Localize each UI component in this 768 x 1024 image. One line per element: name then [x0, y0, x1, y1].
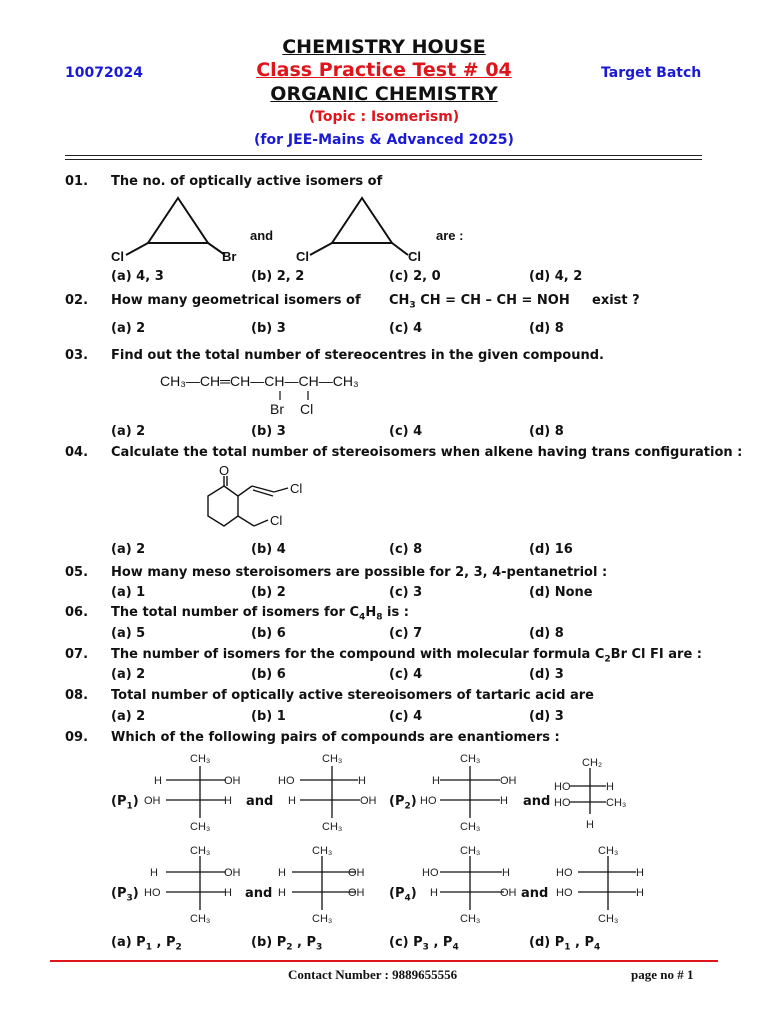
page-title: CHEMISTRY HOUSE	[282, 36, 486, 58]
fischer-label: HO	[554, 781, 571, 793]
option-c[interactable]: (c) 3	[389, 585, 423, 600]
option-d[interactable]: (d) 3	[529, 709, 564, 724]
option-d[interactable]: (d) None	[529, 585, 593, 600]
fischer-label: H	[278, 867, 286, 879]
option-a[interactable]: (a) 4, 3	[111, 269, 164, 284]
option-a[interactable]: (a) $P_1$ , $P_2$	[111, 935, 182, 953]
option-b[interactable]: (b) 6	[251, 667, 286, 682]
fischer-label: HO	[556, 887, 573, 899]
fischer-projections	[100, 748, 660, 930]
substituent-br: Br	[270, 401, 284, 417]
fig-label: Cl	[296, 249, 309, 264]
fischer-label: CH₃	[460, 845, 481, 857]
option-a[interactable]: (a) 1	[111, 585, 146, 600]
option-c[interactable]: (c) 4	[389, 424, 423, 439]
fischer-label: CH₃	[312, 913, 333, 925]
formula: $CH_3$ CH = CH – CH = NOH	[389, 293, 570, 311]
fischer-label: CH₃	[598, 913, 619, 925]
option-a[interactable]: (a) 2	[111, 667, 146, 682]
subject-heading: ORGANIC CHEMISTRY	[270, 83, 498, 105]
fischer-label: H	[288, 795, 296, 807]
option-d[interactable]: (d) $P_1$ , $P_4$	[529, 935, 601, 953]
option-c[interactable]: (c) 4	[389, 321, 423, 336]
fischer-label: CH₃	[190, 913, 211, 925]
fig-label: Br	[222, 249, 237, 264]
fischer-label: CH₃	[322, 821, 343, 833]
fischer-label: HO	[422, 867, 439, 879]
fischer-label: OH	[500, 775, 517, 787]
page-number: page no # 1	[631, 967, 694, 982]
question-text: The total number of isomers for $C_4H_8$ is :	[111, 605, 409, 623]
fischer-label: HO	[556, 867, 573, 879]
fischer-label: HO	[554, 797, 571, 809]
option-a[interactable]: (a) 2	[111, 542, 146, 557]
cyclohexanone-figure	[190, 464, 330, 542]
option-d[interactable]: (d) 8	[529, 424, 564, 439]
fischer-label: HO	[144, 887, 161, 899]
and-text: and	[523, 794, 551, 809]
option-b[interactable]: (b) 4	[251, 542, 286, 557]
footer-divider	[50, 960, 718, 962]
cl-label: Cl	[270, 513, 283, 528]
question-text: How many geometrical isomers of	[111, 293, 361, 308]
option-b[interactable]: (b) 2	[251, 585, 286, 600]
option-b[interactable]: (b) 1	[251, 709, 286, 724]
option-d[interactable]: (d) 3	[529, 667, 564, 682]
fischer-label: OH	[348, 867, 365, 879]
fischer-label: CH₃	[606, 797, 627, 809]
contact-number: Contact Number : 9889655556	[288, 967, 458, 982]
topic-line: (Topic : Isomerism)	[308, 109, 460, 125]
fischer-label: HO	[420, 795, 437, 807]
exam-line: (for JEE-Mains & Advanced 2025)	[254, 132, 514, 148]
option-c[interactable]: (c) 4	[389, 709, 423, 724]
fischer-label: CH₃	[460, 753, 481, 765]
question-number: 05.	[65, 565, 89, 580]
option-a[interactable]: (a) 2	[111, 321, 146, 336]
and-text: and	[521, 886, 549, 901]
fischer-label: H	[500, 795, 508, 807]
fischer-label: OH	[348, 887, 365, 899]
option-b[interactable]: (b) 2, 2	[251, 269, 305, 284]
option-a[interactable]: (a) 5	[111, 626, 146, 641]
and-text: and	[250, 228, 274, 243]
fig-label: Cl	[111, 249, 124, 264]
fischer-label: OH	[224, 775, 241, 787]
question-number: 08.	[65, 688, 89, 703]
question-text: Total number of optically active stereoisomers of tartaric acid are	[111, 688, 594, 703]
option-b[interactable]: (b) 3	[251, 321, 286, 336]
cyclopropane-figures	[108, 193, 488, 265]
question-number: 01.	[65, 174, 89, 189]
fig-label: Cl	[408, 249, 421, 264]
batch-label: Target Batch	[601, 65, 702, 81]
question-text: How many meso steroisomers are possible for 2, 3, 4-pentanetriol :	[111, 565, 608, 580]
fischer-label: CH₂	[582, 757, 603, 769]
option-d[interactable]: (d) 8	[529, 321, 564, 336]
fischer-label: H	[636, 887, 644, 899]
fischer-label: H	[224, 887, 232, 899]
fischer-label: CH₃	[460, 821, 481, 833]
test-code: 10072024	[65, 65, 143, 81]
fischer-label: H	[150, 867, 158, 879]
question-number: 02.	[65, 293, 89, 308]
option-d[interactable]: (d) 16	[529, 542, 573, 557]
chain-formula: CH₃—CH═CH—CH—CH—CH₃	[160, 373, 359, 389]
option-c[interactable]: (c) 4	[389, 667, 423, 682]
question-text: The no. of optically active isomers of	[111, 174, 383, 189]
fischer-label: H	[636, 867, 644, 879]
fischer-label: H	[278, 887, 286, 899]
fischer-label: H	[606, 781, 614, 793]
fischer-label: H	[430, 887, 438, 899]
option-a[interactable]: (a) 2	[111, 709, 146, 724]
fischer-label: OH	[500, 887, 517, 899]
option-b[interactable]: (b) 6	[251, 626, 286, 641]
substituent-cl: Cl	[300, 401, 314, 417]
question-text: Which of the following pairs of compounds are enantiomers :	[111, 730, 560, 745]
pair-label-p2: $(P_2)$	[389, 794, 417, 812]
fischer-label: OH	[144, 795, 161, 807]
fischer-label: CH₃	[190, 821, 211, 833]
option-c[interactable]: (c) 8	[389, 542, 423, 557]
option-b[interactable]: (b) $P_2$ , $P_3$	[251, 935, 323, 953]
option-d[interactable]: (d) 4, 2	[529, 269, 583, 284]
fischer-label: H	[432, 775, 440, 787]
fischer-label: CH₃	[190, 845, 211, 857]
question-number: 06.	[65, 605, 89, 620]
pair-label-p3: $(P_3)$	[111, 886, 139, 904]
header-divider	[65, 155, 702, 160]
fischer-label: CH₃	[460, 913, 481, 925]
question-text: The number of isomers for the compound with molecular formula $C_2Br$ Cl FI are :	[111, 647, 702, 665]
pair-label-p4: $(P_4)$	[389, 886, 417, 904]
fischer-label: H	[154, 775, 162, 787]
option-d[interactable]: (d) 8	[529, 626, 564, 641]
option-b[interactable]: (b) 3	[251, 424, 286, 439]
chain-figure	[158, 369, 368, 419]
fischer-label: H	[358, 775, 366, 787]
option-c[interactable]: (c) 2, 0	[389, 269, 441, 284]
are-text: are :	[436, 228, 464, 243]
fischer-label: CH₃	[598, 845, 619, 857]
question-number: 04.	[65, 445, 89, 460]
fischer-label: CH₃	[190, 753, 211, 765]
fischer-label: CH₃	[322, 753, 343, 765]
question-number: 09.	[65, 730, 89, 745]
question-text: Calculate the total number of stereoisomers when alkene having trans configuration :	[111, 445, 743, 460]
option-a[interactable]: (a) 2	[111, 424, 146, 439]
fischer-label: H	[586, 819, 594, 831]
question-number: 03.	[65, 348, 89, 363]
fischer-label: HO	[278, 775, 295, 787]
pair-label-p1: $(P_1)$	[111, 794, 139, 812]
oxygen-label: O	[219, 464, 230, 478]
test-name: Class Practice Test # 04	[256, 59, 512, 81]
question-number: 07.	[65, 647, 89, 662]
fischer-label: OH	[360, 795, 377, 807]
fischer-label: H	[502, 867, 510, 879]
fischer-label: CH₃	[312, 845, 333, 857]
cl-label: Cl	[290, 481, 303, 496]
and-text: and	[246, 794, 274, 809]
question-tail: exist ?	[592, 293, 640, 308]
option-c[interactable]: (c) $P_3$ , $P_4$	[389, 935, 459, 953]
option-c[interactable]: (c) 7	[389, 626, 423, 641]
and-text: and	[245, 886, 273, 901]
question-text: Find out the total number of stereocentres in the given compound.	[111, 348, 604, 363]
fischer-label: OH	[224, 867, 241, 879]
fischer-label: H	[224, 795, 232, 807]
